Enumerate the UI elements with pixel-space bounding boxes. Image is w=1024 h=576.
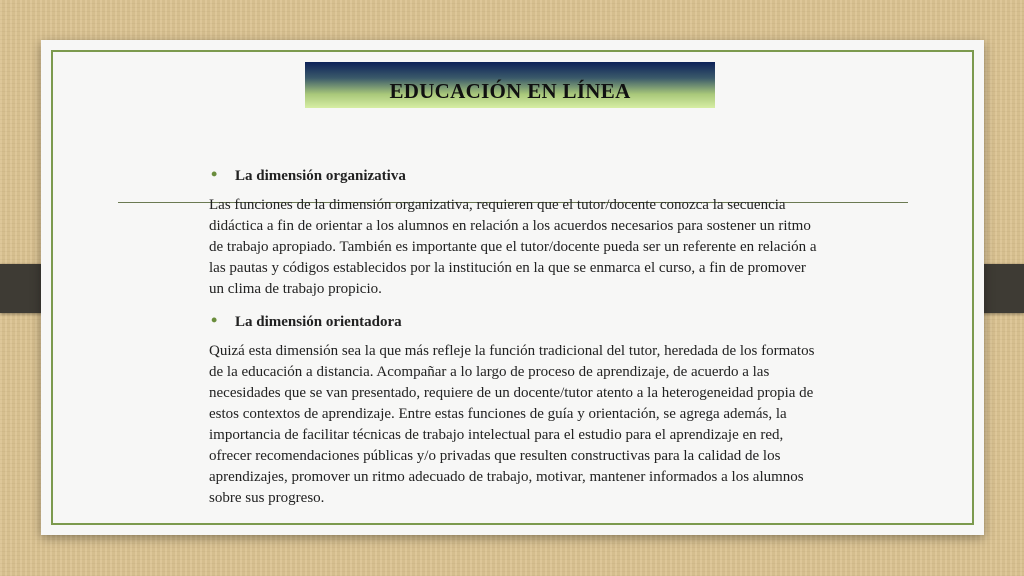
bullet-icon: •	[211, 164, 218, 184]
slide-title: EDUCACIÓN EN LÍNEA	[389, 79, 631, 103]
section-body-organizativa: Las funciones de la dimensión organizativa, requieren que el tutor/docente conozca la secuencia didáctica a fin de orientar a los alumnos en relación a los acuerdos necesarios para sostener un ritmo de trabajo apropiado. También es importante que el tutor/docente pueda ser un referente en relación a las pautas y códigos establecidos por la institución en la que se enmarca el curso, a fin de promover un clima de trabajo propicio.	[209, 197, 817, 297]
section-heading-text: La dimensión orientadora	[235, 314, 402, 330]
section-heading-organizativa	[209, 164, 824, 187]
section-body-orientadora: Quizá esta dimensión sea la que más refleje la función tradicional del tutor, heredada de los formatos de la educación a distancia. Acompañar a lo largo de proceso de aprendizaje, de acuerdo a las necesidades que se van presentado, requiere de un docente/tutor atento a la heterogeneidad propia de estos contextos de aprendizaje. Entre estas funciones de guía y orientación, se agrega además, la importancia de facilitar técnicas de trabajo intelectual para el estudio para el aprendizaje en red, ofrecer recomendaciones públicas y/o privadas que resulten constructivas para la calidad de los aprendizajes, promover un ritmo adecuado de trabajo, motivar, mantener informados a los alumnos sobre sus progreso.	[209, 343, 815, 506]
bullet-icon: •	[211, 310, 218, 330]
title-banner	[305, 62, 715, 108]
slide-paper	[41, 40, 984, 535]
slide-content	[209, 164, 824, 519]
section-heading-orientadora	[209, 310, 824, 333]
section-heading-text: La dimensión organizativa	[235, 168, 406, 184]
